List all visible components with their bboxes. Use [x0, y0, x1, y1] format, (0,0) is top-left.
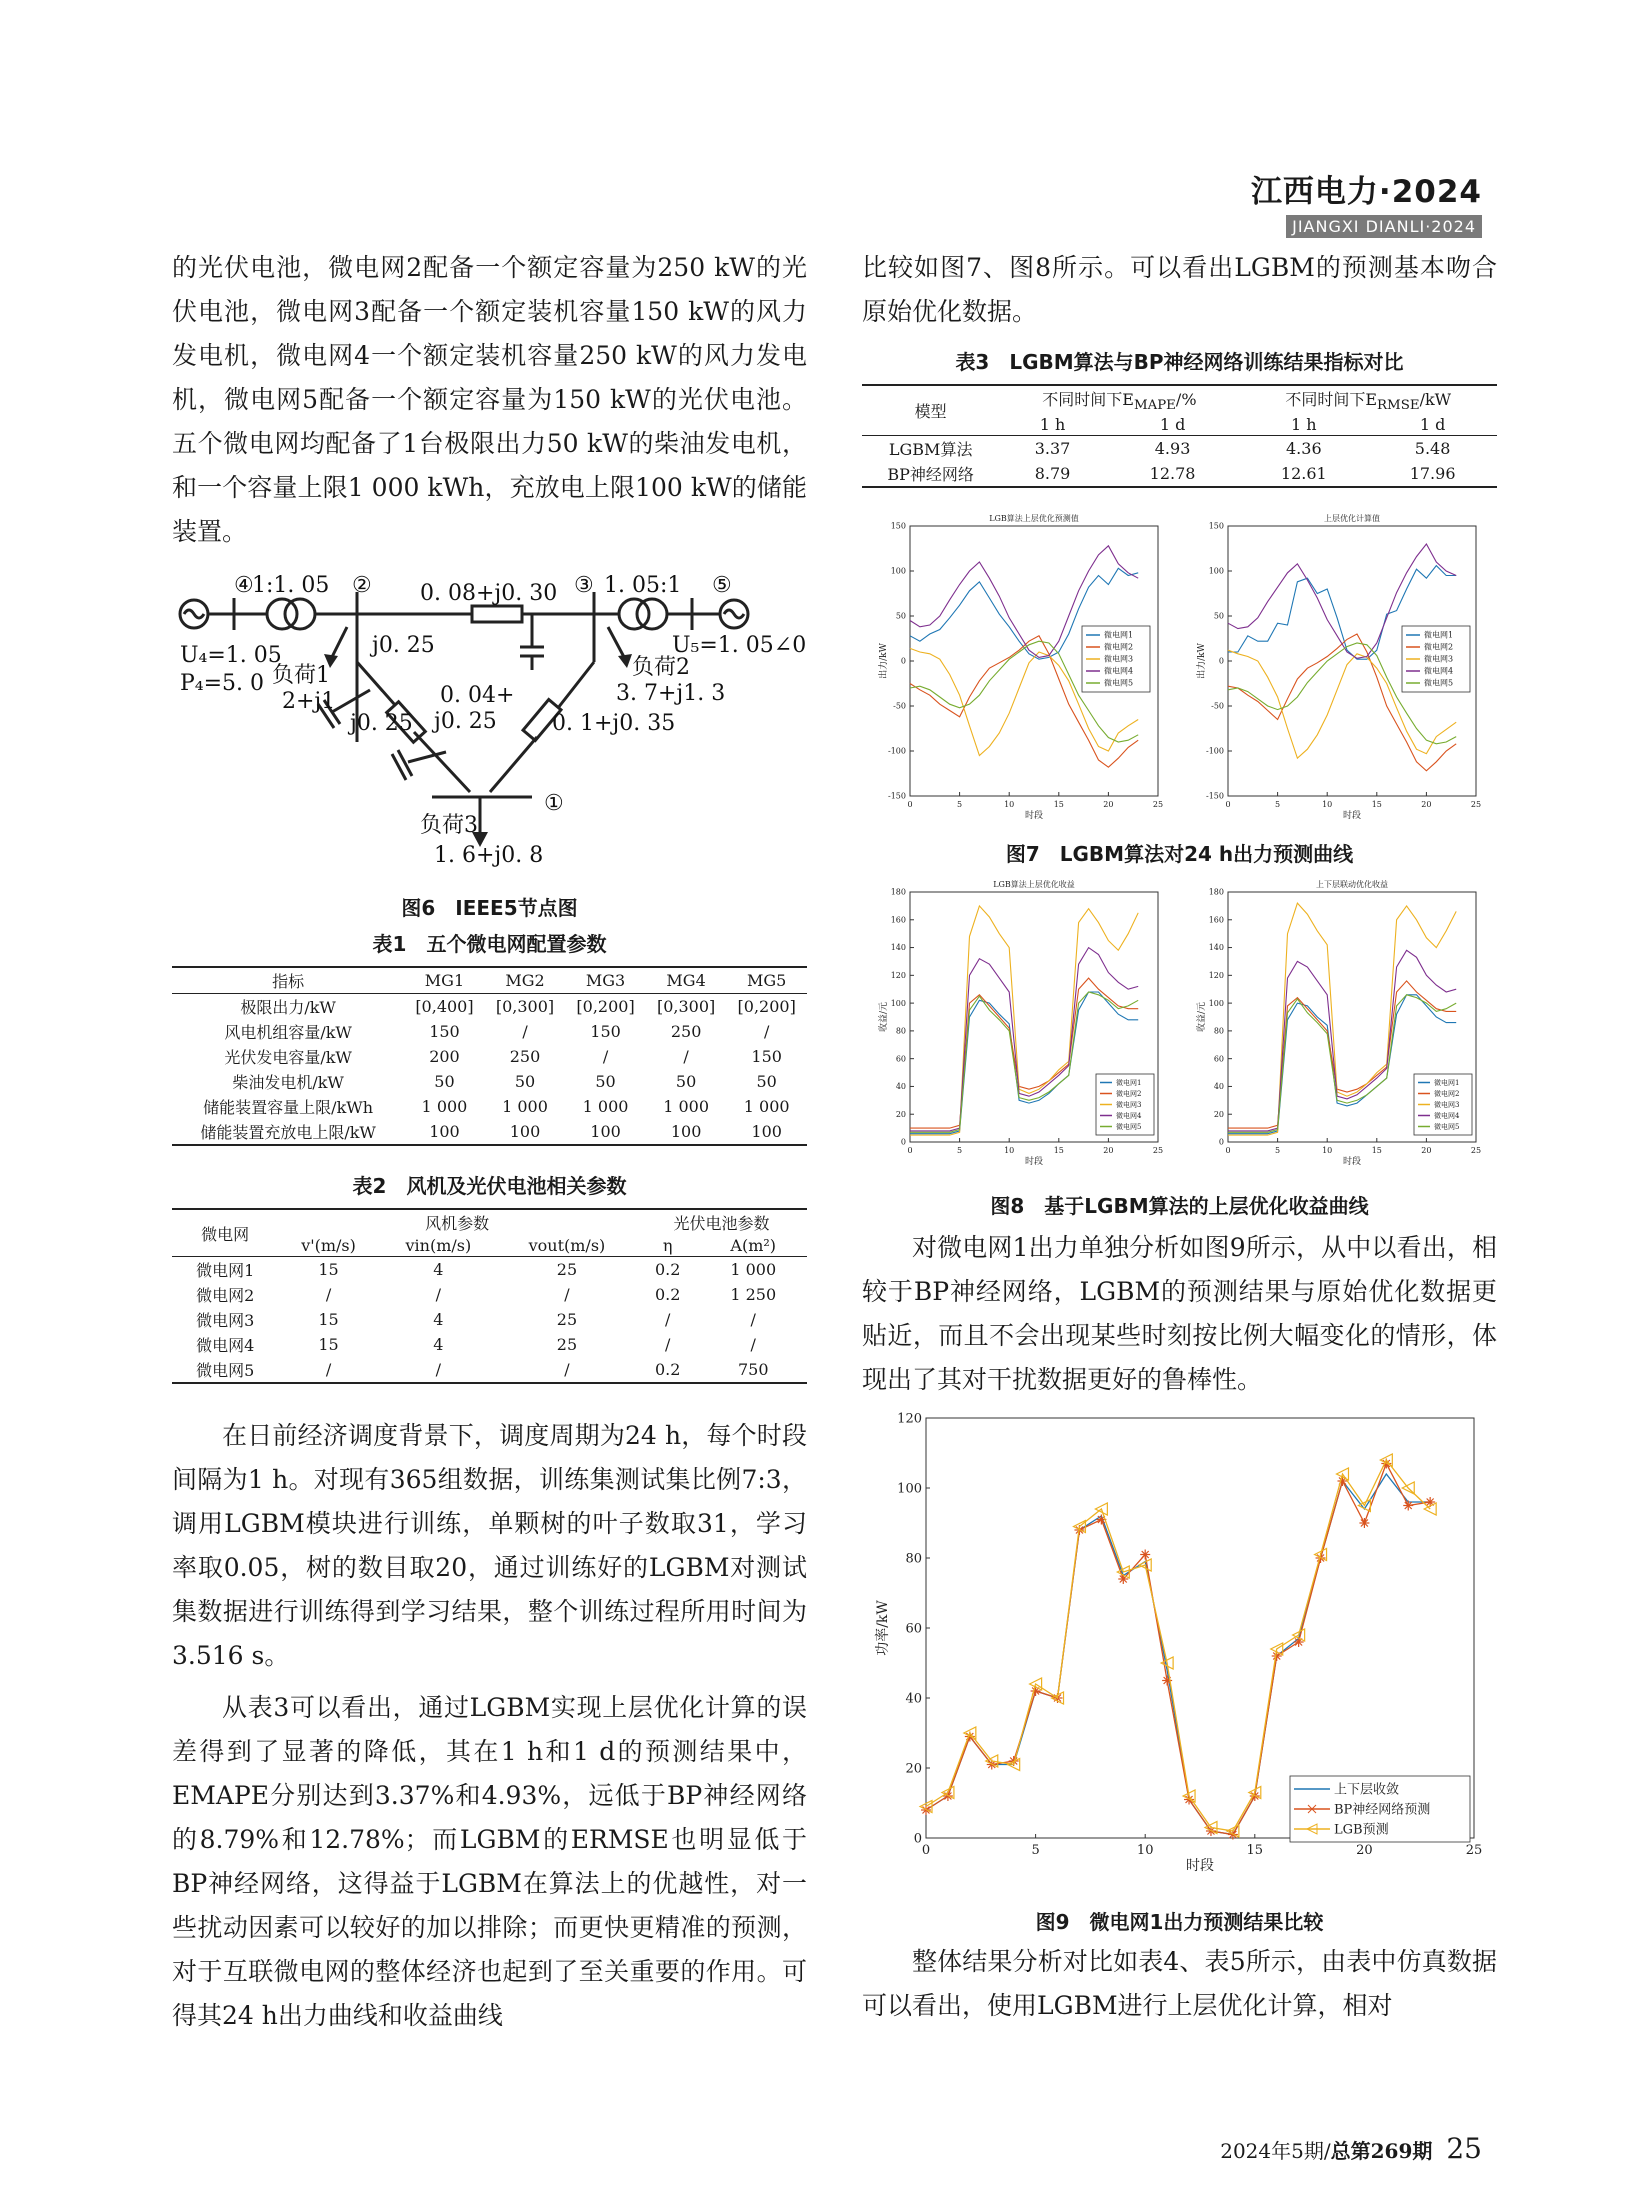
table-cell: LGBM算法 — [888, 440, 973, 460]
y-tick-label: 80 — [905, 1551, 922, 1567]
table-cell: 8.79 — [1034, 464, 1071, 484]
ratio-2-label: 1. 05:1 — [604, 573, 682, 598]
table-cell: 1 000 — [421, 1097, 468, 1116]
legend-label: 微电网2 — [1116, 1089, 1142, 1098]
table-cell: 储能装置充放电上限/kW — [200, 1123, 376, 1142]
left-body — [172, 1414, 807, 2038]
table-1-header: MG4 — [666, 971, 706, 990]
table-cell: 100 — [670, 1122, 702, 1141]
table-3-header-mape-unit: /% — [1175, 390, 1197, 409]
y-tick-label: -150 — [888, 791, 906, 801]
page-footer — [1220, 2132, 1482, 2165]
table-cell: 50 — [434, 1072, 455, 1091]
x-tick-label: 0 — [921, 1843, 931, 1858]
legend-label: 微电网4 — [1434, 1111, 1460, 1120]
legend-label: 微电网2 — [1104, 642, 1134, 652]
y-tick-label: 100 — [890, 566, 906, 576]
table-cell: 25 — [556, 1310, 578, 1329]
table-cell: / — [564, 1285, 570, 1304]
table-row — [172, 1357, 807, 1383]
table-3-header-rmse-sub: RMSE — [1377, 398, 1420, 414]
table-cell: 100 — [429, 1122, 460, 1141]
table-cell: / — [750, 1335, 756, 1354]
right-top-paragraph: 比较如图7、图8所示。可以看出LGBM的预测基本吻合原始优化数据。 — [862, 253, 1497, 326]
load3-label: 负荷3 — [420, 813, 478, 838]
x-tick-label: 25 — [1470, 800, 1482, 809]
y-tick-label: 120 — [897, 1411, 922, 1427]
table-cell: [0,300] — [656, 997, 716, 1016]
y-tick-label: 140 — [1208, 943, 1224, 953]
y-tick-label: 0 — [1218, 1137, 1224, 1147]
y-tick-label: 60 — [895, 1054, 906, 1064]
x-tick-label: 10 — [1322, 1146, 1333, 1155]
footer-total: 总第269期 — [1330, 2139, 1433, 2163]
table-cell: 4.93 — [1154, 439, 1191, 459]
y-tick-label: 50 — [895, 611, 906, 621]
table-cell: 150 — [429, 1022, 460, 1041]
table-2-subheader: vin(m/s) — [405, 1236, 472, 1255]
table-1-header: MG1 — [424, 971, 465, 990]
x-axis-label: 时段 — [1186, 1858, 1214, 1874]
node-1-label: ① — [544, 791, 564, 816]
table-cell: 25 — [556, 1335, 578, 1354]
table-row — [172, 1282, 807, 1307]
page-number: 25 — [1446, 2132, 1482, 2165]
x-tick-label: 20 — [1421, 1146, 1432, 1155]
table-cell: 微电网1 — [196, 1261, 255, 1280]
figure-7-caption: 图7 LGBM算法对24 h出力预测曲线 — [1005, 842, 1354, 866]
figure-8-caption: 图8 基于LGBM算法的上层优化收益曲线 — [990, 1194, 1369, 1218]
figure-7 — [866, 506, 1496, 826]
table-3-caption: 表3 LGBM算法与BP神经网络训练结果指标对比 — [955, 350, 1404, 374]
table-cell: [0,300] — [495, 997, 555, 1016]
node-3-label: ③ — [574, 573, 594, 598]
legend-label: 微电网3 — [1424, 654, 1454, 664]
table-3-header-rmse-text: 不同时间下E — [1285, 390, 1378, 409]
table-1-caption: 表1 五个微电网配置参数 — [372, 932, 607, 956]
table-cell: 极限出力/kW — [240, 998, 336, 1017]
legend-label: 微电网5 — [1424, 678, 1454, 688]
table-cell: 0.2 — [654, 1285, 681, 1304]
y-tick-label: 100 — [1208, 566, 1224, 576]
y-tick-label: 100 — [890, 998, 906, 1008]
table-row — [862, 436, 1497, 462]
x-tick-label: 25 — [1470, 1146, 1482, 1155]
legend-label: 微电网2 — [1424, 642, 1454, 652]
journal-name: 江西电力·2024 — [1250, 174, 1482, 210]
table-2-subheader: A(m²) — [730, 1236, 777, 1255]
table-2-subheader: v'(m/s) — [301, 1236, 356, 1255]
load2-label: 负荷2 — [632, 655, 690, 680]
x-tick-label: 10 — [1004, 1146, 1015, 1155]
table-row — [172, 1019, 807, 1044]
y-tick-label: 120 — [1208, 971, 1224, 980]
figure-7-charts — [866, 506, 1496, 826]
y-tick-label: 150 — [890, 521, 906, 531]
figure-6-caption: 图6 IEEE5节点图 — [401, 896, 578, 920]
shunt-j025-top: j0. 25 — [372, 633, 435, 658]
table-2-subheader: vout(m/s) — [528, 1236, 606, 1255]
right-body-2 — [862, 1940, 1497, 2028]
table-2 — [172, 1208, 807, 1384]
y-tick-label: 40 — [895, 1082, 906, 1092]
x-tick-label: 25 — [1465, 1843, 1483, 1858]
table-cell: 4 — [433, 1310, 444, 1329]
y-tick-label: -100 — [1206, 746, 1224, 756]
x-tick-label: 0 — [907, 1146, 913, 1155]
table-cell: [0,200] — [576, 997, 635, 1016]
table-cell: 4 — [433, 1335, 444, 1354]
table-3-subheader: 1 d — [1419, 415, 1446, 435]
table-cell: 微电网3 — [196, 1311, 255, 1330]
y-axis-label: 功率/kW — [875, 1600, 891, 1656]
ratio-1-label: 1:1. 05 — [252, 573, 330, 598]
y-tick-label: 0 — [913, 1831, 922, 1847]
x-axis-label: 时段 — [1342, 811, 1362, 821]
legend-label: 微电网4 — [1104, 666, 1134, 676]
figure-6 — [172, 572, 807, 872]
table-cell: [0,400] — [415, 997, 474, 1016]
table-cell: 17.96 — [1409, 464, 1456, 484]
table-cell: / — [664, 1310, 671, 1329]
table-row — [172, 1257, 807, 1283]
y-tick-label: 100 — [897, 1481, 922, 1497]
figure-9-caption: 图9 微电网1出力预测结果比较 — [1035, 1910, 1324, 1934]
x-tick-label: 15 — [1371, 1146, 1382, 1155]
x-axis-label: 时段 — [1024, 811, 1044, 821]
table-3-header-mape-sub: MAPE — [1133, 398, 1176, 414]
legend-label: 微电网5 — [1434, 1122, 1460, 1131]
load2-value: 3. 7+j1. 3 — [616, 681, 726, 706]
x-tick-label: 0 — [1225, 1146, 1231, 1155]
chart-title: 上层优化计算值 — [1324, 514, 1380, 523]
y-tick-label: 160 — [890, 915, 906, 925]
y-tick-label: 0 — [900, 1137, 906, 1147]
legend-label: 微电网3 — [1104, 654, 1134, 664]
legend-label: 微电网1 — [1424, 630, 1454, 640]
table-cell: 150 — [590, 1022, 621, 1041]
x-tick-label: 5 — [1031, 1843, 1040, 1858]
table-cell: 12.61 — [1280, 464, 1327, 484]
table-row — [172, 1307, 807, 1332]
table-cell: 50 — [514, 1072, 536, 1091]
legend-label: 微电网3 — [1434, 1100, 1460, 1109]
table-cell: / — [435, 1285, 442, 1304]
x-tick-label: 20 — [1356, 1843, 1373, 1858]
legend-label: 微电网1 — [1104, 630, 1134, 640]
table-cell: 1 250 — [730, 1285, 777, 1304]
table-cell: 750 — [737, 1360, 769, 1379]
table-2-header-row — [172, 1209, 807, 1235]
table-row — [172, 1119, 807, 1145]
legend-label: 微电网1 — [1434, 1078, 1460, 1087]
x-tick-label: 5 — [1275, 800, 1281, 809]
load3-value: 1. 6+j0. 8 — [434, 843, 544, 868]
chart-title: 上下层联动优化收益 — [1316, 880, 1388, 889]
table-1-header: 指标 — [272, 972, 305, 991]
table-2-header-pv: 光伏电池参数 — [673, 1214, 770, 1233]
y-tick-label: 160 — [1208, 915, 1224, 925]
table-cell: / — [564, 1360, 570, 1379]
table-1-header: MG5 — [747, 971, 787, 990]
table-cell: 4 — [433, 1260, 444, 1279]
table-3-subheader: 1 d — [1159, 415, 1186, 435]
x-tick-label: 15 — [1053, 1146, 1064, 1155]
x-tick-label: 10 — [1136, 1843, 1154, 1858]
footer-issue: 2024年5期/ — [1220, 2139, 1331, 2163]
y-tick-label: 140 — [890, 943, 906, 953]
table-row — [172, 1332, 807, 1357]
table-row — [862, 461, 1497, 487]
y-axis-label: 收益/元 — [879, 1001, 889, 1033]
table-3-header-model: 模型 — [862, 385, 999, 436]
line21-label-b: j0. 25 — [434, 709, 497, 734]
table-3-header-row — [862, 385, 1497, 414]
table-3-header-rmse — [1239, 385, 1497, 414]
x-tick-label: 15 — [1246, 1843, 1264, 1858]
x-tick-label: 0 — [1225, 800, 1231, 809]
table-cell: / — [602, 1047, 609, 1066]
table-cell: 1 000 — [730, 1260, 777, 1279]
y-tick-label: -50 — [893, 701, 906, 711]
y-axis-label: 出力/kW — [1197, 643, 1207, 679]
table-3-subheader: 1 h — [1291, 415, 1317, 435]
x-tick-label: 10 — [1004, 800, 1015, 809]
y-tick-label: 20 — [895, 1109, 906, 1119]
y-tick-label: 100 — [1208, 998, 1224, 1008]
y-tick-label: -100 — [888, 746, 906, 756]
table-cell: 微电网2 — [196, 1286, 255, 1305]
x-tick-label: 20 — [1103, 800, 1114, 809]
x-tick-label: 5 — [1275, 1146, 1281, 1155]
figure-9-chart — [866, 1404, 1496, 1884]
table-3-header-mape — [999, 385, 1239, 414]
table-row — [172, 994, 807, 1020]
journal-header — [1251, 166, 1482, 238]
table-cell: 微电网4 — [196, 1336, 255, 1355]
legend-label: 微电网5 — [1104, 678, 1134, 688]
table-cell: 光伏发电容量/kW — [224, 1048, 352, 1067]
x-tick-label: 15 — [1053, 800, 1064, 809]
table-cell: 100 — [751, 1122, 782, 1141]
star-marker — [1403, 1501, 1413, 1511]
table-1 — [172, 966, 807, 1146]
table-cell: 200 — [429, 1047, 460, 1066]
legend-label: 微电网5 — [1116, 1122, 1142, 1131]
table-cell: [0,200] — [737, 997, 796, 1016]
table-cell: 150 — [751, 1047, 782, 1066]
y-tick-label: 40 — [1213, 1082, 1224, 1092]
y-tick-label: 80 — [1213, 1026, 1224, 1036]
y-tick-label: 60 — [905, 1621, 922, 1637]
table-row — [172, 1044, 807, 1069]
line31-label: 0. 1+j0. 35 — [552, 711, 676, 736]
x-tick-label: 20 — [1103, 1146, 1114, 1155]
y-tick-label: 180 — [890, 887, 906, 897]
table-cell: / — [435, 1360, 442, 1379]
legend-label: 微电网4 — [1424, 666, 1454, 676]
right-body-1 — [862, 1226, 1497, 1402]
legend-label: 微电网3 — [1116, 1100, 1142, 1109]
table-cell: 1 000 — [502, 1097, 548, 1116]
y-tick-label: -50 — [1211, 701, 1224, 711]
table-2-caption: 表2 风机及光伏电池相关参数 — [352, 1174, 627, 1198]
x-tick-label: 25 — [1152, 800, 1164, 809]
u5-label: U₅=1. 05∠0 — [672, 633, 807, 658]
journal-name-en: JIANGXI DIANLI·2024 — [1286, 215, 1482, 238]
chart-title: LGB算法上层优化预测值 — [989, 514, 1079, 523]
chart-title: LGB算法上层优化收益 — [993, 880, 1075, 889]
table-row — [172, 1069, 807, 1094]
node-4-label: ④ — [234, 573, 254, 598]
y-tick-label: 20 — [905, 1761, 922, 1777]
x-axis-label: 时段 — [1024, 1157, 1044, 1167]
left-top-paragraph-block — [172, 246, 807, 554]
table-cell: 15 — [318, 1335, 339, 1354]
y-tick-label: 80 — [895, 1026, 906, 1036]
table-cell: / — [325, 1360, 332, 1379]
x-tick-label: 5 — [957, 800, 963, 809]
left-top-paragraph: 的光伏电池，微电网2配备一个额定容量为250 kW的光伏电池，微电网3配备一个额定装机容量150 kW的风力发电机，微电网4一个额定装机容量250 kW的风力发电机，微电网5配备一个额定容量为150 kW的光伏电池。五个微电网均配备了1台极限出力50 kW的柴油发电机，和一个容量上限1 000 kWh，充放电上限100 kW的储能装置。 — [172, 253, 807, 546]
figure-9 — [866, 1404, 1496, 1884]
y-tick-label: 60 — [1213, 1054, 1224, 1064]
line21-label: 0. 04+ — [440, 683, 515, 708]
table-1-header: MG2 — [505, 971, 545, 990]
shunt-j025-left: j0. 25 — [350, 711, 413, 736]
y-tick-label: -150 — [1206, 791, 1224, 801]
table-2-subheader: η — [662, 1236, 673, 1255]
table-3-subheader: 1 h — [1039, 415, 1066, 435]
table-3 — [862, 384, 1497, 488]
table-cell: 100 — [509, 1122, 541, 1141]
table-cell: 250 — [670, 1022, 702, 1041]
load1-label: 负荷1 — [272, 663, 330, 688]
y-tick-label: 40 — [905, 1691, 922, 1707]
table-cell: / — [683, 1047, 689, 1066]
table-cell: 储能装置容量上限/kWh — [203, 1098, 374, 1117]
table-cell: 100 — [590, 1122, 621, 1141]
table-3-header-rmse-unit: /kW — [1419, 390, 1452, 409]
table-row — [172, 1094, 807, 1119]
table-cell: / — [763, 1022, 770, 1041]
x-tick-label: 25 — [1152, 1146, 1164, 1155]
x-tick-label: 15 — [1371, 800, 1382, 809]
line23-label: 0. 08+j0. 30 — [420, 581, 558, 606]
table-cell: 5.48 — [1414, 439, 1451, 459]
table-cell: 3.37 — [1034, 439, 1071, 459]
table-3-header-mape-text: 不同时间下E — [1042, 390, 1134, 409]
table-1-header: MG3 — [585, 971, 626, 990]
table-cell: 0.2 — [654, 1260, 681, 1279]
table-cell: 风电机组容量/kW — [224, 1023, 352, 1042]
x-tick-label: 0 — [907, 800, 913, 809]
table-cell: 50 — [756, 1072, 777, 1091]
table-1-header-row — [172, 967, 807, 994]
y-tick-label: 50 — [1213, 611, 1224, 621]
legend-label: BP神经网络预测 — [1334, 1802, 1431, 1818]
table-cell: 4.36 — [1286, 439, 1322, 459]
figure-8-charts — [866, 878, 1496, 1178]
right-paragraph-2: 整体结果分析对比如表4、表5所示，由表中仿真数据可以看出，使用LGBM进行上层优化计算，相对 — [862, 1947, 1497, 2020]
table-cell: 25 — [556, 1260, 578, 1279]
figure-8 — [866, 878, 1496, 1178]
table-cell: 12.78 — [1149, 464, 1196, 484]
table-cell: 250 — [509, 1047, 541, 1066]
table-cell: 1 000 — [743, 1097, 790, 1116]
table-cell: BP神经网络 — [887, 465, 974, 485]
y-tick-label: 20 — [1213, 1109, 1224, 1119]
table-2-header-wind: 风机参数 — [425, 1214, 490, 1233]
ieee5-diagram — [172, 572, 807, 872]
legend-label: 上下层收敛 — [1334, 1782, 1400, 1798]
y-tick-label: 150 — [1208, 521, 1224, 531]
u4-label: U₄=1. 05 — [180, 643, 282, 668]
node-2-label: ② — [352, 573, 372, 598]
table-cell: 15 — [318, 1310, 339, 1329]
y-tick-label: 120 — [890, 971, 906, 980]
table-2-header-mg: 微电网 — [172, 1209, 278, 1257]
table-cell: 0.2 — [654, 1360, 681, 1379]
left-paragraph-1: 在日前经济调度背景下，调度周期为24 h，每个时段间隔为1 h。对现有365组数据，训练集测试集比例7:3，调用LGBM模块进行训练，单颗树的叶子数取31，学习率取0.05，树的数目取20，通过训练好的LGBM对测试集数据进行训练得到学习结果，整个训练过程所用时间为3.516 s。 — [172, 1421, 807, 1670]
table-cell: / — [522, 1022, 528, 1041]
legend-label: 微电网4 — [1116, 1111, 1142, 1120]
right-top-paragraph-block — [862, 246, 1497, 334]
table-cell: 50 — [595, 1072, 616, 1091]
legend-label: LGB预测 — [1334, 1822, 1389, 1838]
legend-label: 微电网2 — [1434, 1089, 1460, 1098]
table-cell: 15 — [318, 1260, 339, 1279]
table-cell: 1 000 — [663, 1097, 709, 1116]
table-cell: / — [750, 1310, 756, 1329]
y-tick-label: 0 — [900, 656, 906, 666]
left-paragraph-2: 从表3可以看出，通过LGBM实现上层优化计算的误差得到了显著的降低，其在1 h和1 d的预测结果中，EMAPE分别达到3.37%和4.93%，远低于BP神经网络的8.79%和12.78%；而LGBM的ERMSE也明显低于BP神经网络，这得益于LGBM在算法上的优越性，对一些扰动因素可以较好的加以排除；而更快更精准的预测，对于互联微电网的整体经济也起到了至关重要的作用。可得其24 h出力曲线和收益曲线 — [172, 1693, 807, 2030]
table-cell: / — [325, 1285, 332, 1304]
y-axis-label: 出力/kW — [879, 643, 889, 679]
p4-label: P₄=5. 0 — [180, 671, 265, 696]
y-axis-label: 收益/元 — [1197, 1001, 1207, 1033]
node-5-label: ⑤ — [712, 573, 732, 598]
table-cell: / — [664, 1335, 671, 1354]
y-tick-label: 0 — [1218, 656, 1224, 666]
table-cell: 1 000 — [582, 1097, 629, 1116]
y-tick-label: 180 — [1208, 887, 1224, 897]
x-axis-label: 时段 — [1342, 1157, 1362, 1167]
load1-value: 2+j1 — [282, 689, 336, 714]
table-cell: 柴油发电机/kW — [232, 1073, 344, 1092]
x-tick-label: 20 — [1421, 800, 1432, 809]
right-paragraph-1: 对微电网1出力单独分析如图9所示，从中以看出，相较于BP神经网络，LGBM的预测结果与原始优化数据更贴近，而且不会出现某些时刻按比例大幅变化的情形，体现出了其对干扰数据更好的鲁棒性。 — [862, 1233, 1497, 1394]
table-cell: 50 — [675, 1072, 697, 1091]
x-tick-label: 10 — [1322, 800, 1333, 809]
table-cell: 微电网5 — [196, 1361, 255, 1380]
x-tick-label: 5 — [957, 1146, 963, 1155]
legend-label: 微电网1 — [1116, 1078, 1142, 1087]
